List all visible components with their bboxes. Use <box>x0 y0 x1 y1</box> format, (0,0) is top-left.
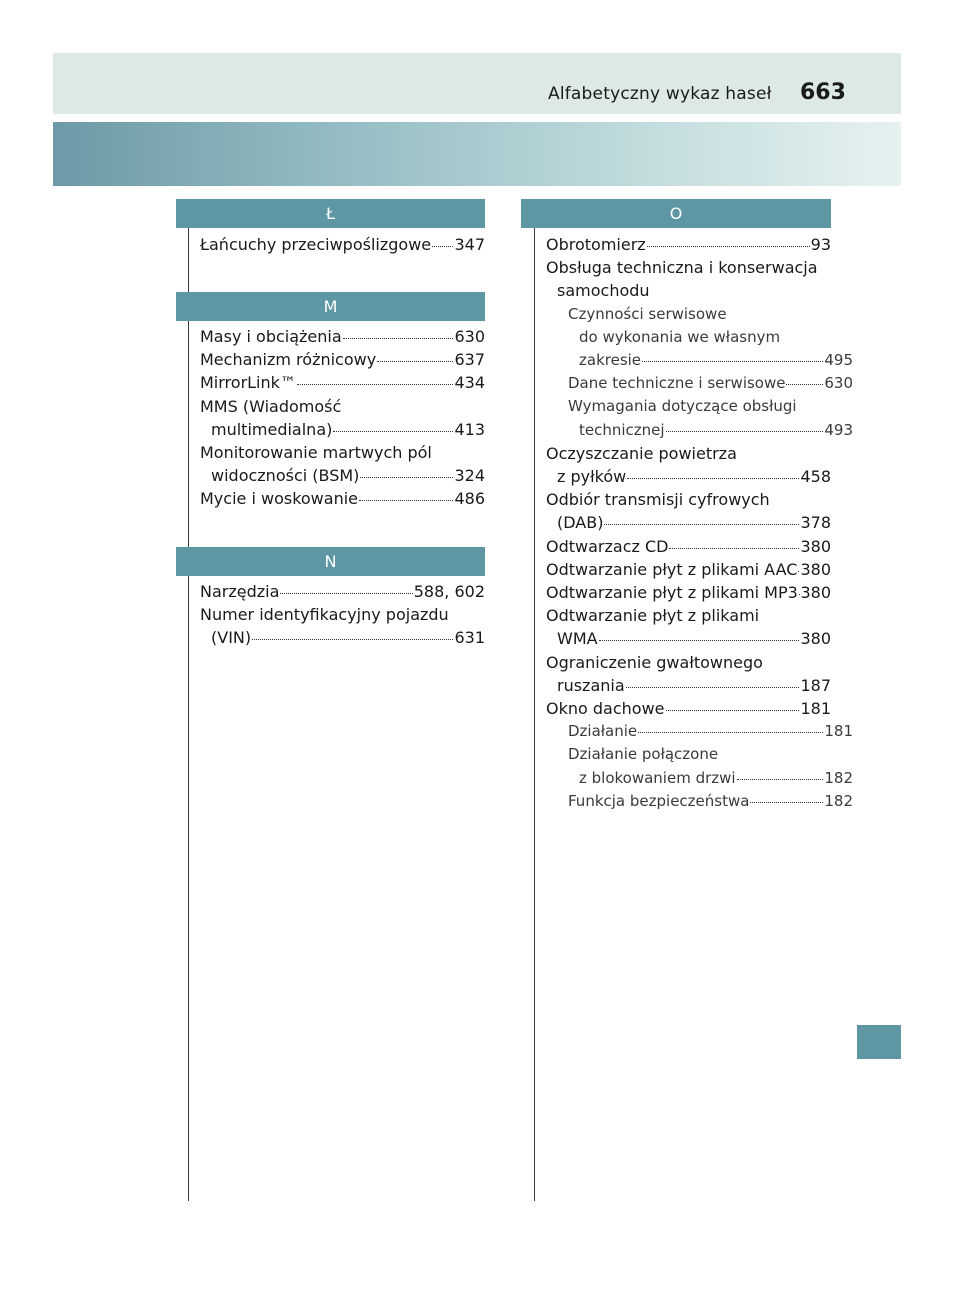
index-section-o <box>546 233 853 813</box>
entry-term: Mechanizm różnicowy <box>200 350 377 370</box>
header-band <box>53 53 901 114</box>
entry-term: Ograniczenie gwałtownego <box>546 652 763 672</box>
section-letter-l-stroke: Ł <box>176 199 485 228</box>
leader-dots <box>799 594 800 595</box>
leader-dots <box>786 384 823 385</box>
entry-term: WMA <box>557 629 598 649</box>
entry-page-number: 182 <box>824 791 853 810</box>
entry-term: technicznej <box>579 420 665 439</box>
leader-dots <box>638 732 823 733</box>
leader-dots <box>377 361 453 362</box>
leader-dots <box>798 571 799 572</box>
entry-page-number: 380 <box>800 629 831 649</box>
entry-page-number: 493 <box>824 420 853 439</box>
entry-term: Odtwarzanie płyt z plikami <box>546 606 760 626</box>
entry-page-number: 181 <box>824 722 853 741</box>
index-entry <box>200 348 485 371</box>
page-header-title: Alfabetyczny wykaz haseł <box>548 84 772 104</box>
page-number: 663 <box>800 80 846 105</box>
section-letter-o: O <box>521 199 831 228</box>
entry-term: do wykonania we własnym <box>579 327 781 346</box>
leader-dots <box>343 338 454 339</box>
index-entry <box>546 488 831 534</box>
index-entry <box>200 325 485 348</box>
entry-term: Dane techniczne i serwisowe <box>568 374 786 393</box>
index-entry <box>200 233 485 256</box>
index-entry <box>200 487 485 510</box>
index-entry <box>546 442 831 488</box>
index-section-n <box>200 580 485 650</box>
entry-page-number: 630 <box>824 374 853 393</box>
entry-page-number: 378 <box>800 513 831 533</box>
entry-term: Narzędzia <box>200 582 280 601</box>
leader-dots <box>737 779 824 780</box>
entry-term: Okno dachowe <box>546 699 665 719</box>
entry-page-number: 93 <box>810 235 831 254</box>
index-entry <box>546 372 853 395</box>
index-entry <box>546 651 831 697</box>
leader-dots <box>599 640 800 641</box>
leader-dots <box>252 639 453 640</box>
entry-term: samochodu <box>557 281 650 301</box>
index-entry <box>200 395 485 441</box>
entry-page-number: 413 <box>454 419 485 439</box>
entry-page-number: 380 <box>800 583 831 603</box>
index-section-m <box>200 325 485 511</box>
entry-term: Monitorowanie martwych pól <box>200 443 432 463</box>
decorative-gradient-band <box>53 122 901 186</box>
entry-page-number: 380 <box>800 559 831 579</box>
entry-term: Wymagania dotyczące obsługi <box>568 397 797 416</box>
entry-term: Obsługa techniczna i konserwacja <box>546 258 818 278</box>
entry-term: (DAB) <box>557 513 604 533</box>
entry-term: MMS (Wiadomość <box>200 396 342 416</box>
index-entry <box>546 558 831 581</box>
entry-term: zakresie <box>579 351 642 370</box>
entry-term: Odtwarzanie płyt z plikami AAC <box>546 559 798 579</box>
entry-page-number: 588, 602 <box>413 582 485 601</box>
entry-term: Czynności serwisowe <box>568 304 727 323</box>
entry-term: Działanie połączone <box>568 745 719 764</box>
leader-dots <box>604 524 799 525</box>
leader-dots <box>626 687 800 688</box>
leader-dots <box>642 361 823 362</box>
entry-page-number: 434 <box>454 373 485 393</box>
entry-term: Odtwarzanie płyt z plikami MP3 <box>546 583 798 603</box>
entry-page-number: 458 <box>800 467 831 487</box>
entry-term: (VIN) <box>211 628 252 648</box>
index-section-l-stroke <box>200 233 485 256</box>
entry-term: Łańcuchy przeciwpoślizgowe <box>200 235 432 254</box>
entry-term: Masy i obciążenia <box>200 327 342 346</box>
leader-dots <box>359 500 453 501</box>
entry-page-number: 631 <box>454 628 485 648</box>
index-entry <box>546 256 831 302</box>
index-entry <box>200 603 485 649</box>
entry-term: Odtwarzacz CD <box>546 536 669 556</box>
entry-page-number: 187 <box>800 675 831 695</box>
entry-page-number: 324 <box>454 466 485 486</box>
index-entry <box>546 395 853 441</box>
entry-page-number: 182 <box>824 768 853 787</box>
entry-term: z blokowaniem drzwi <box>579 768 736 787</box>
index-entry <box>546 604 831 650</box>
leader-dots <box>627 478 799 479</box>
entry-term: Funkcja bezpieczeństwa <box>568 791 750 810</box>
index-entry <box>200 371 485 394</box>
entry-term: z pyłków <box>557 467 627 487</box>
entry-term: Mycie i woskowanie <box>200 489 358 509</box>
entry-term: Numer identyfikacyjny pojazdu <box>200 605 449 625</box>
index-entry <box>546 581 831 604</box>
index-entry <box>546 535 831 558</box>
entry-term: Oczyszczanie powietrza <box>546 443 737 463</box>
index-entry <box>546 720 853 743</box>
leader-dots <box>666 710 800 711</box>
leader-dots <box>669 548 799 549</box>
entry-page-number: 380 <box>800 536 831 556</box>
section-letter-m: M <box>176 292 485 321</box>
entry-page-number: 495 <box>824 351 853 370</box>
entry-term: MirrorLink™ <box>200 373 296 393</box>
entry-term: Obrotomierz <box>546 235 646 254</box>
leader-dots <box>750 802 823 803</box>
index-entry <box>546 790 853 813</box>
entry-page-number: 181 <box>800 699 831 719</box>
section-thumb-tab <box>857 1025 901 1059</box>
leader-dots <box>333 431 453 432</box>
entry-page-number: 486 <box>454 489 485 509</box>
index-entry <box>200 441 485 487</box>
index-entry <box>546 233 831 256</box>
index-entry <box>200 580 485 603</box>
leader-dots <box>280 593 412 594</box>
left-column-rule <box>188 228 189 1201</box>
index-entry <box>546 303 853 373</box>
index-entry <box>546 743 853 789</box>
right-column-rule <box>534 228 535 1201</box>
entry-page-number: 347 <box>454 235 485 254</box>
entry-term: multimedialna) <box>211 419 333 439</box>
entry-term: widoczności (BSM) <box>211 466 360 486</box>
entry-term: Odbiór transmisji cyfrowych <box>546 490 770 510</box>
index-entry <box>546 697 831 720</box>
leader-dots <box>647 246 810 247</box>
leader-dots <box>666 431 824 432</box>
entry-term: Działanie <box>568 722 638 741</box>
leader-dots <box>432 246 453 247</box>
entry-page-number: 637 <box>454 350 485 370</box>
entry-term: ruszania <box>557 675 625 695</box>
leader-dots <box>297 384 454 385</box>
section-letter-n: N <box>176 547 485 576</box>
leader-dots <box>360 477 453 478</box>
entry-page-number: 630 <box>454 327 485 346</box>
